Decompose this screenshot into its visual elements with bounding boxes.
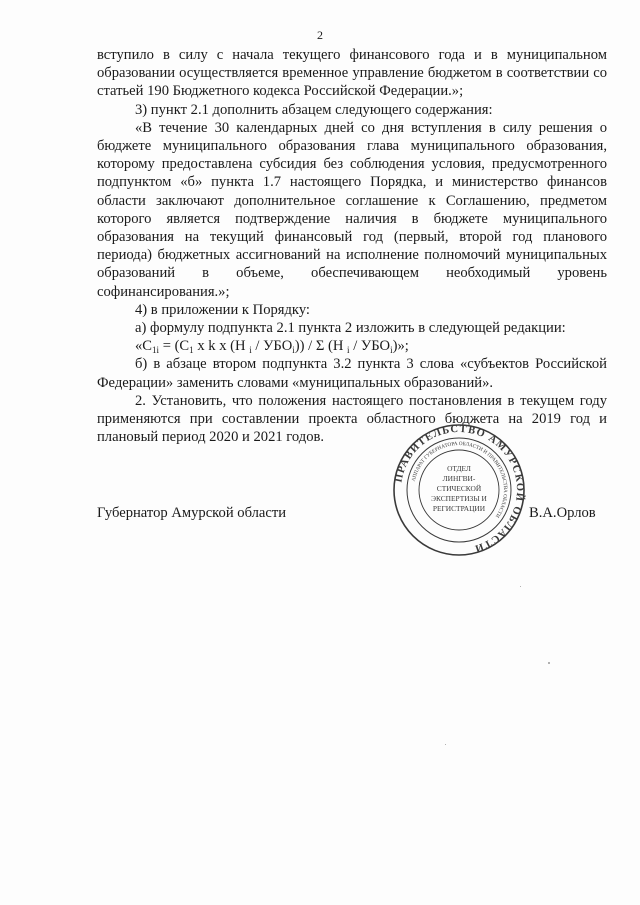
paragraph-quote: «В течение 30 календарных дней со дня вступления в силу решения о бюджете муниципального образования глава муниципального образования, которому предоставлена субсидия без соблюдения условия, предусмотренного подпунктом «б» пункта 1.7 настоящего Порядка, и министерство финансов области заключают дополнительное соглашение к Соглашению, предметом которого является подтверждение наличия в бюджете муниципального образования на текущий финансовый год (первый, второй год планового периода) бюджетных ассигнований на исполнение полномочий муниципальных образований в объеме, обеспечивающем необходимый уровень софинансирования.»; [97, 119, 607, 300]
formula-part: x k x (Н [193, 338, 250, 355]
paragraph-item-4a: а) формулу подпункта 2.1 пункта 2 изложить в следующей редакции: [135, 320, 566, 337]
formula-subscript: i [292, 345, 295, 356]
page-number: 2 [317, 28, 323, 42]
paragraph-item-2: 2. Установить, что положения настоящего постановления в текущем году применяются при составлении проекта областного бюджета на 2019 год и плановый период 2020 и 2021 годов. [97, 392, 607, 446]
stamp-center-text [431, 464, 487, 513]
stamp-inner-ring-text: АППАРАТ ГУБЕРНАТОРА ОБЛАСТИ И ПРАВИТЕЛЬСТВА ОБЛАСТИ [410, 440, 509, 519]
paragraph-item-3: 3) пункт 2.1 дополнить абзацем следующего содержания: [135, 101, 493, 118]
formula-part: «С [135, 338, 153, 355]
formula-part: / УБО [251, 338, 293, 355]
scan-speck [548, 662, 550, 664]
stamp-center-line: ЛИНГВИ- [442, 474, 476, 483]
paragraph-item-4: 4) в приложении к Порядку: [135, 301, 310, 318]
official-stamp [392, 423, 526, 557]
document-body [97, 46, 607, 446]
stamp-center-line: ЭКСПЕРТИЗЫ И [431, 494, 487, 503]
paragraph-continuation: вступило в силу с начала текущего финансового года и в муниципальном образовании осуществляется временное управление бюджетом в соответствии со статьей 190 Бюджетного кодекса Российской Федерации.»; [97, 47, 607, 100]
signatory-title: Губернатор Амурской области [97, 505, 287, 521]
formula-part: = (С [159, 338, 190, 355]
formula-subscript: i [249, 345, 252, 356]
scan-speck [445, 744, 446, 745]
scan-speck [520, 586, 521, 587]
formula-subscript: 1 [189, 345, 194, 356]
signatory-name: В.А.Орлов [529, 505, 596, 521]
formula-part: )»; [392, 338, 409, 355]
formula-part: )) / Σ (Н [294, 338, 348, 355]
stamp-center-line: ОТДЕЛ [447, 464, 471, 473]
formula-subscript: 1i [152, 345, 160, 356]
formula-part: / УБО [349, 338, 391, 355]
stamp-center-line: РЕГИСТРАЦИИ [432, 504, 486, 513]
paragraph-item-4b: б) в абзаце втором подпункта 3.2 пункта 3 слова «субъектов Российской Федерации» заменить словами «муниципальных образований». [97, 356, 607, 391]
stamp-outer-text: ПРАВИТЕЛЬСТВО АМУРСКОЙ ОБЛАСТИ [393, 423, 526, 554]
formula-subscript: i [347, 345, 350, 356]
formula [97, 337, 607, 355]
stamp-center-line: СТИЧЕСКОЙ [436, 484, 482, 493]
formula-subscript: i [390, 345, 393, 356]
